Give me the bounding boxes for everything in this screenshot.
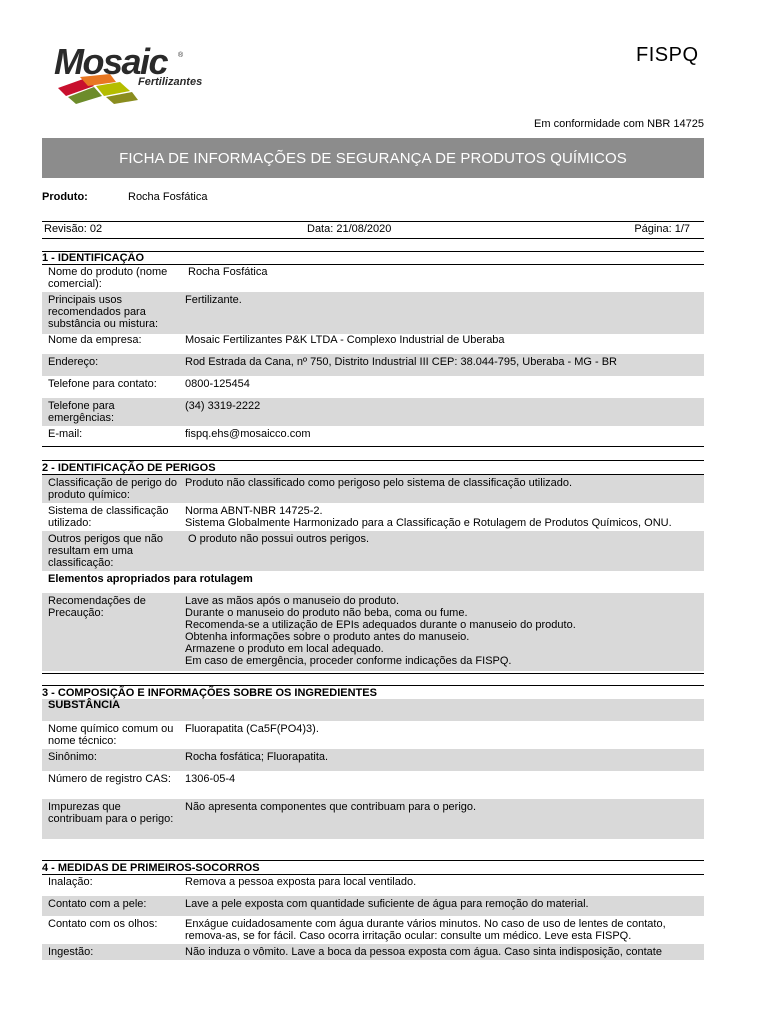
- section-3-row: [42, 771, 704, 799]
- substance-row: [42, 699, 704, 721]
- precaution-line: Armazene o produto em local adequado.: [185, 643, 384, 655]
- field-value: Rocha Fosfática: [188, 266, 268, 278]
- field-label: Recomendações de Precaução:: [48, 595, 146, 619]
- section-1-row: [42, 292, 704, 334]
- revision-row: [42, 222, 704, 238]
- field-value: Não apresenta componentes que contribuam para o perigo.: [185, 801, 477, 813]
- logo-wordmark: Mosaic: [54, 41, 168, 82]
- section-4-row: [42, 874, 704, 896]
- field-label: Sinônimo:: [48, 751, 97, 763]
- field-label: Sistema de classificação utilizado:: [48, 505, 169, 529]
- labelling-elements-row: [42, 571, 704, 593]
- section-1-row: [42, 398, 704, 426]
- field-label: Impurezas que contribuam para o perigo:: [48, 801, 174, 825]
- section-3-row: [42, 749, 704, 771]
- field-value: Enxágue cuidadosamente com água durante vários minutos. No caso de uso de lentes de contato, remova-as, se for fácil. Caso ocorra irritação ocular: consulte um médico. Leve esta FISPQ.: [185, 918, 666, 942]
- precaution-line: Lave as mãos após o manuseio do produto.: [185, 595, 400, 607]
- revision-date: Data: 21/08/2020: [307, 223, 392, 235]
- section-1-row: [42, 426, 704, 446]
- section-4-row: [42, 916, 704, 944]
- precaution-line: Obtenha informações sobre o produto antes do manuseio.: [185, 631, 470, 643]
- field-label: Telefone para emergências:: [48, 400, 115, 424]
- section-1-title: 1 - IDENTIFICAÇÃO: [42, 252, 145, 264]
- section-4-row: [42, 896, 704, 916]
- section-2-row: [42, 503, 704, 531]
- field-value: Norma ABNT-NBR 14725-2.: [185, 505, 323, 517]
- field-value: 0800-125454: [185, 378, 250, 390]
- field-value: Lave a pele exposta com quantidade suficiente de água para remoção do material.: [185, 898, 589, 910]
- field-value: fispq.ehs@mosaicco.com: [185, 428, 311, 440]
- section-1-row: [42, 332, 704, 354]
- section-4-title: 4 - MEDIDAS DE PRIMEIROS-SOCORROS: [42, 862, 260, 874]
- field-label: Contato com os olhos:: [48, 918, 158, 930]
- precaution-line: Recomenda-se a utilização de EPIs adequados durante o manuseio do produto.: [185, 619, 576, 631]
- field-label: Classificação de perigo do produto químico:: [48, 477, 178, 501]
- divider: [42, 685, 704, 686]
- section-3-row: [42, 721, 704, 749]
- labelling-elements-title: Elementos apropriados para rotulagem: [48, 573, 253, 585]
- section-3-title: 3 - COMPOSIÇÃO E INFORMAÇÕES SOBRE OS INGREDIENTES: [42, 687, 377, 699]
- field-label: Endereço:: [48, 356, 99, 368]
- section-2-title: 2 - IDENTIFICAÇÃO DE PERIGOS: [42, 462, 216, 474]
- section-2-row: [42, 475, 704, 503]
- field-label: Ingestão:: [48, 946, 94, 958]
- field-value: Fertilizante.: [185, 294, 242, 306]
- field-label: Telefone para contato:: [48, 378, 157, 390]
- field-value: Não induza o vômito. Lave a boca da pessoa exposta com água. Caso sinta indisposição, contate: [185, 946, 662, 958]
- section-4-row: [42, 944, 704, 960]
- field-value: Mosaic Fertilizantes P&K LTDA - Complexo Industrial de Uberaba: [185, 334, 505, 346]
- logo-registered-mark: ®: [178, 52, 184, 59]
- divider: [42, 446, 704, 447]
- document-title-banner: FICHA DE INFORMAÇÕES DE SEGURANÇA DE PRODUTOS QUÍMICOS: [42, 138, 704, 178]
- page-number: Página: 1/7: [634, 223, 690, 235]
- divider: [42, 673, 704, 674]
- field-value: Rod Estrada da Cana, nº 750, Distrito Industrial III CEP: 38.044-795, Uberaba - MG - BR: [185, 356, 618, 368]
- field-label: Nome químico comum ou nome técnico:: [48, 723, 174, 747]
- section-2-row: [42, 593, 704, 671]
- field-label: Principais usos recomendados para substância ou mistura:: [48, 294, 159, 330]
- revision-number: Revisão: 02: [44, 223, 103, 235]
- section-2-row: [42, 531, 704, 571]
- divider: [42, 238, 704, 239]
- field-label: Inalação:: [48, 876, 93, 888]
- divider: [42, 460, 704, 461]
- precaution-line: Em caso de emergência, proceder conforme indicações da FISPQ.: [185, 655, 512, 667]
- field-value: Remova a pessoa exposta para local ventilado.: [185, 876, 417, 888]
- section-1-row: [42, 264, 704, 292]
- document-code: FISPQ: [636, 44, 699, 66]
- field-value: Rocha fosfática; Fluorapatita.: [185, 751, 329, 763]
- field-value: 1306-05-4: [185, 773, 236, 785]
- field-value: O produto não possui outros perigos.: [188, 533, 370, 545]
- section-1-row: [42, 354, 704, 376]
- section-3-row: [42, 799, 704, 839]
- field-label: E-mail:: [48, 428, 83, 440]
- mosaic-logo: [54, 41, 224, 106]
- field-label: Nome da empresa:: [48, 334, 142, 346]
- divider: [42, 860, 704, 861]
- field-value: Fluorapatita (Ca5F(PO4)3).: [185, 723, 319, 735]
- precaution-line: Durante o manuseio do produto não beba, coma ou fume.: [185, 607, 468, 619]
- substance-subtitle: SUBSTÂNCIA: [48, 699, 121, 711]
- field-label: Nome do produto (nome comercial):: [48, 266, 168, 290]
- field-value: Sistema Globalmente Harmonizado para a Classificação e Rotulagem de Produtos Químicos, ONU.: [185, 517, 672, 529]
- section-1-row: [42, 376, 704, 398]
- field-label: Contato com a pele:: [48, 898, 147, 910]
- conformity-note: Em conformidade com NBR 14725: [534, 118, 704, 130]
- field-value: (34) 3319-2222: [185, 400, 261, 412]
- logo-subtitle: Fertilizantes: [138, 76, 203, 88]
- field-label: Outros perigos que não resultam em uma classificação:: [48, 533, 163, 569]
- product-label: Produto:: [42, 191, 88, 203]
- product-value: Rocha Fosfática: [128, 191, 208, 203]
- field-label: Número de registro CAS:: [48, 773, 171, 785]
- field-value: Produto não classificado como perigoso pelo sistema de classificação utilizado.: [185, 477, 573, 489]
